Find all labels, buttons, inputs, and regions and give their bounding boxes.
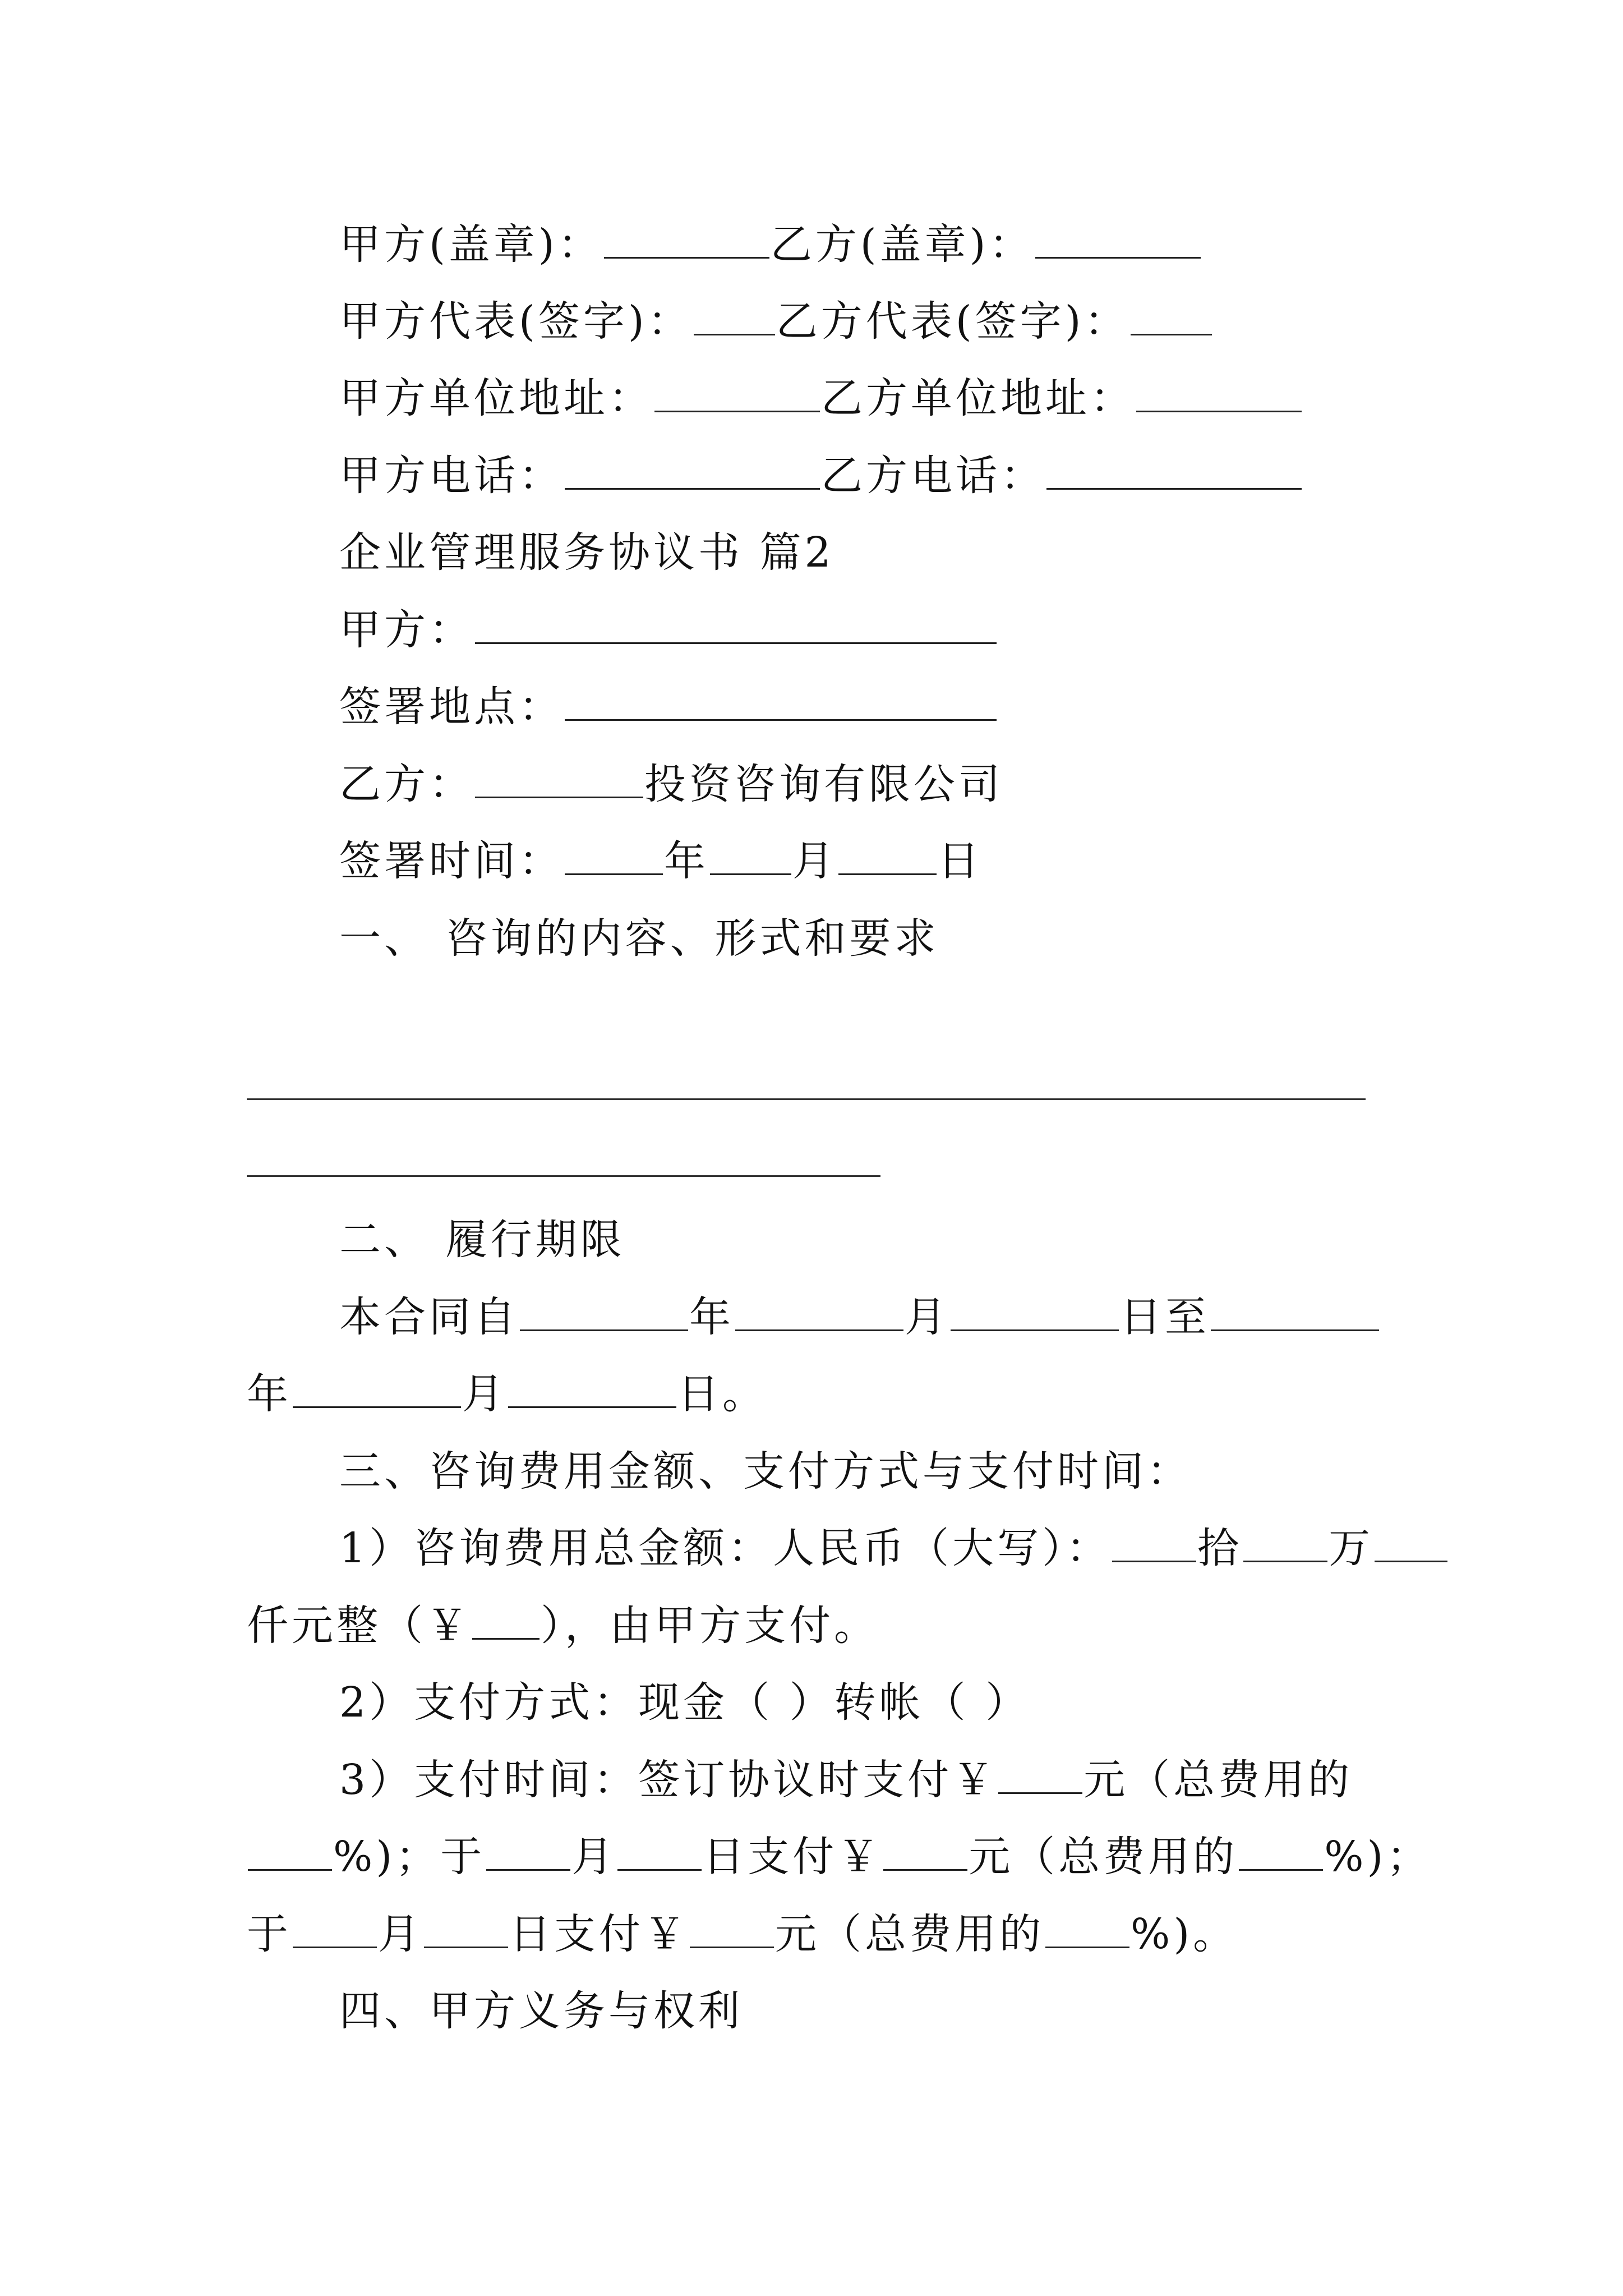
term-start-day-blank <box>951 1291 1119 1331</box>
payment-2-month-label: 月 <box>571 1833 617 1881</box>
signing-place-row <box>339 680 998 734</box>
payment-3-day-label: 日支付￥ <box>509 1910 689 1958</box>
party-b-phone-label: 乙方电话： <box>821 452 1045 500</box>
wan-label: 万 <box>1329 1524 1374 1572</box>
payment-2-day-blank <box>617 1831 702 1871</box>
section-four-heading: 四、甲方义务与权利 <box>339 1987 743 2035</box>
party-a-phone-label: 甲方电话： <box>339 452 564 500</box>
payment-3-month-blank <box>293 1908 377 1948</box>
party-a-row <box>339 603 998 657</box>
party-b-rep-blank <box>1131 296 1212 335</box>
party-a-blank <box>475 604 997 644</box>
section-three-heading: 三、咨询费用金额、支付方式与支付时间： <box>339 1447 1192 1496</box>
party-a-address-blank <box>654 372 820 412</box>
payment-2-amount-blank <box>883 1831 967 1871</box>
paid-by-label: ），由甲方支付。 <box>541 1602 879 1650</box>
term-day-to-label: 日至 <box>1120 1293 1210 1341</box>
signing-day-blank <box>838 835 937 875</box>
pct-close-end-label: %)。 <box>1131 1910 1238 1958</box>
payment-2-month-blank <box>486 1831 570 1871</box>
party-b-suffix: 投资咨询有限公司 <box>644 760 1003 808</box>
party-a-seal-label: 甲方(盖章)： <box>339 220 603 269</box>
qian-yuan-label: 仟元整（￥ <box>247 1602 471 1650</box>
yu-label: 于 <box>247 1910 292 1958</box>
pct-close-semi-label: %)；于 <box>333 1833 486 1881</box>
term-year-label: 年 <box>689 1293 734 1341</box>
year-label: 年 <box>664 837 709 885</box>
month-label: 月 <box>792 837 837 885</box>
party-b-phone-blank <box>1046 450 1302 490</box>
section-one-heading: 一、 咨询的内容、形式和要求 <box>339 914 939 963</box>
fee-amount-blank <box>472 1600 540 1640</box>
signature-row-phone <box>339 449 1303 503</box>
content-blank-line-2 <box>247 1175 880 1177</box>
signing-place-blank <box>565 681 997 721</box>
signature-row-rep <box>339 295 1213 348</box>
term-prefix: 本合同自 <box>339 1293 519 1341</box>
fee-total-prefix: 1）咨询费用总金额：人民币（大写）： <box>339 1524 1112 1572</box>
signing-place-label: 签署地点： <box>339 683 564 731</box>
party-b-row <box>339 757 1003 811</box>
fee-total-row-2 <box>247 1599 879 1653</box>
payment-3-amount-blank <box>690 1908 774 1948</box>
term-end-month-label: 月 <box>462 1370 507 1418</box>
signing-year-blank <box>565 835 663 875</box>
content-blank-line-1 <box>247 1098 1366 1100</box>
signing-month-blank <box>710 835 791 875</box>
party-b-label: 乙方： <box>339 760 474 808</box>
party-a-rep-label: 甲方代表(签字)： <box>339 297 693 346</box>
day-label: 日 <box>938 837 983 885</box>
pct-close-semi2-label: %)； <box>1324 1833 1432 1881</box>
payment-time-row-2 <box>247 1830 1431 1884</box>
payment-initial-amount-blank <box>998 1754 1082 1794</box>
term-start-year-blank <box>520 1291 688 1331</box>
payment-initial-pct-blank <box>248 1831 332 1871</box>
payment-3-day-blank <box>424 1908 508 1948</box>
fee-shi-blank <box>1112 1522 1196 1562</box>
payment-3-month-label: 月 <box>378 1910 423 1958</box>
payment-method-row: 2）支付方式：现金（ ）转帐（ ） <box>339 1678 1031 1727</box>
party-a-seal-blank <box>604 219 769 259</box>
term-end-day-label: 日。 <box>677 1370 767 1418</box>
party-a-phone-blank <box>565 450 820 490</box>
fee-wan-blank <box>1243 1522 1327 1562</box>
fee-qian-blank <box>1375 1522 1447 1562</box>
term-end-year-label: 年 <box>247 1370 292 1418</box>
section-two-heading: 二、 履行期限 <box>339 1216 625 1264</box>
term-start-month-blank <box>735 1291 903 1331</box>
payment-2-yuan-label: 元（总费用的 <box>969 1833 1238 1881</box>
term-row-2 <box>247 1367 767 1421</box>
party-b-blank <box>475 758 643 798</box>
term-month-label: 月 <box>905 1293 949 1341</box>
party-a-address-label: 甲方单位地址： <box>339 374 653 422</box>
yuan-total-label: 元（总费用的 <box>1083 1756 1353 1804</box>
section-title: 企业管理服务协议书 篇2 <box>339 528 834 577</box>
payment-time-row-1 <box>339 1753 1353 1807</box>
party-b-address-label: 乙方单位地址： <box>821 374 1135 422</box>
term-end-month-blank <box>293 1368 461 1408</box>
payment-time-row-3 <box>247 1907 1238 1961</box>
signing-time-row <box>339 834 983 888</box>
payment-2-day-label: 日支付￥ <box>703 1833 883 1881</box>
payment-3-yuan-label: 元（总费用的 <box>775 1910 1044 1958</box>
signature-row-address <box>339 371 1303 425</box>
party-b-address-blank <box>1136 372 1302 412</box>
payment-time-prefix: 3）支付时间：签订协议时支付￥ <box>339 1756 998 1804</box>
signing-time-label: 签署时间： <box>339 837 564 885</box>
shi-label: 拾 <box>1197 1524 1243 1572</box>
fee-total-row-1 <box>339 1521 1449 1575</box>
signature-row-seal <box>339 218 1202 272</box>
payment-3-pct-blank <box>1045 1908 1129 1948</box>
party-b-seal-blank <box>1035 219 1201 259</box>
term-row-1 <box>339 1290 1380 1344</box>
party-a-label: 甲方： <box>339 606 474 654</box>
party-a-rep-blank <box>694 296 775 335</box>
party-b-seal-label: 乙方(盖章)： <box>770 220 1034 269</box>
payment-2-pct-blank <box>1239 1831 1323 1871</box>
party-b-rep-label: 乙方代表(签字)： <box>776 297 1129 346</box>
term-end-year-blank <box>1211 1291 1379 1331</box>
term-end-day-blank <box>508 1368 676 1408</box>
